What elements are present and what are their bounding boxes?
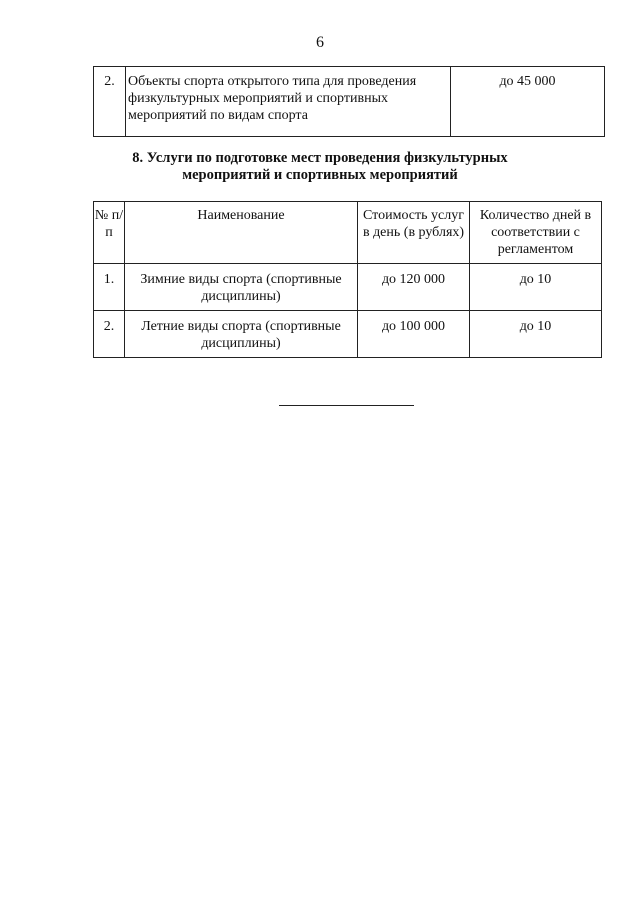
row-number: 2. [94, 67, 126, 137]
header-days: Количество дней в соответствии с регламентом [470, 202, 602, 264]
header-name: Наименование [125, 202, 358, 264]
row-days: до 10 [470, 311, 602, 358]
table-row [94, 264, 602, 311]
row-price: до 45 000 [451, 67, 605, 137]
row-name: Летние виды спорта (спортивные дисциплины) [125, 311, 358, 358]
header-price: Стоимость услуг в день (в рублях) [358, 202, 470, 264]
row-name: Объекты спорта открытого типа для проведения физкультурных мероприятий и спортивных мероприятий по видам спорта [126, 67, 451, 137]
services-table [93, 201, 602, 358]
row-number: 2. [94, 311, 125, 358]
row-price: до 120 000 [358, 264, 470, 311]
header-number: № п/п [94, 202, 125, 264]
row-name: Зимние виды спорта (спортивные дисциплины) [125, 264, 358, 311]
row-price: до 100 000 [358, 311, 470, 358]
row-days: до 10 [470, 264, 602, 311]
page-number: 6 [316, 34, 324, 51]
table-row [94, 67, 605, 137]
section-title-line-2: мероприятий и спортивных мероприятий [182, 167, 458, 183]
row-number: 1. [94, 264, 125, 311]
section-title-line-1: 8. Услуги по подготовке мест проведения физкультурных [132, 150, 508, 166]
section-title [0, 150, 640, 184]
top-table [93, 66, 605, 137]
table-row [94, 311, 602, 358]
table-header-row [94, 202, 602, 264]
end-divider [279, 405, 414, 406]
